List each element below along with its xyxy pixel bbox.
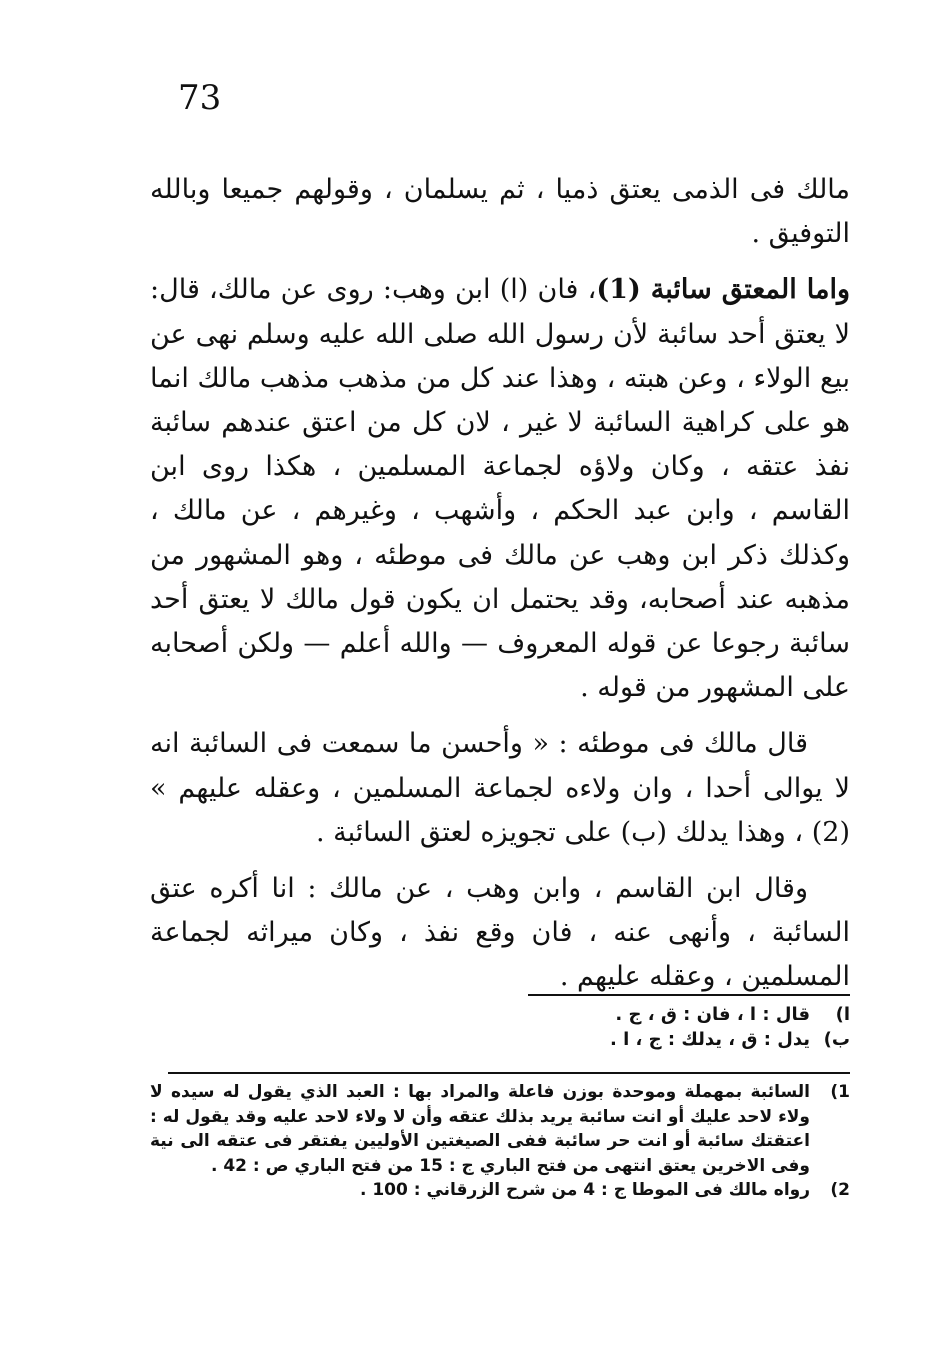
main-text	[150, 168, 850, 1012]
variant-note	[150, 1002, 850, 1027]
variant-note-text: يدل : ق ، يدلك : ج ، ا .	[610, 1029, 810, 1050]
footnote-marker: 1)	[830, 1082, 850, 1102]
paragraph-2-lead-rest: ، فان (ا) ابن وهب: روى عن مالك، قال:	[150, 274, 597, 306]
footnote-divider-2	[168, 1072, 850, 1074]
paragraph-2-body: لا يعتق أحد سائبة لأن رسول الله صلى الله عليه وسلم نهى عن بيع الولاء ، وعن هبته ، وهذا عند كل من مذهب مذهب مالك انما هو على كراهية السائبة لا غير ، لان كل من اعتق عندهم سائبة نفذ عتقه ، وكان ولاؤه لجماعة المسلمين ، هكذا روى ابن القاسم ، وابن عبد الحكم ، وأشهب ، وغيرهم ، عن مالك ، وكذلك ذكر ابن وهب عن مالك فى موطئه ، وهو المشهور من مذهبه عند أصحابه، وقد يحتمل ان يكون قول مالك لا يعتق أحد سائبة رجوعا عن قوله المعروف — والله أعلم — ولكن أصحابه على المشهور من قوله .	[150, 318, 850, 704]
footnotes	[150, 1080, 850, 1203]
footnote-text: رواه مالك فى الموطا ج : 4 من شرح الزرقاني : 100 .	[359, 1180, 810, 1201]
footnote	[150, 1080, 850, 1178]
footnote-text: السائبة بمهملة وموحدة بوزن فاعلة والمراد بها : العبد الذي يقول له سيده لا ولاء لاحد عليك أو انت سائبة يريد بذلك عتقه وأن لا ولاء لاحد عليه وقد يقول له : اعتقتك سائبة أو انت حر سائبة ففى الصيغتين الأوليين يفتقر فى عتقه الى نية وفى الاخرين يعتق انتهى من فتح الباري ج : 15 من فتح الباري ص : 42 .	[150, 1082, 810, 1176]
variant-note-marker: ا)	[835, 1004, 850, 1025]
variant-notes	[150, 1002, 850, 1052]
variant-note	[150, 1027, 850, 1052]
page-number: 73	[178, 78, 222, 118]
paragraph-2	[150, 268, 850, 710]
paragraph-4: وقال ابن القاسم ، وابن وهب ، عن مالك : انا أكره عتق السائبة ، وأنهى عنه ، فان وقع نفذ ، وكان ميراثه لجماعة المسلمين ، وعقله عليهم .	[150, 873, 850, 993]
footnote	[150, 1178, 850, 1203]
paragraph-2-lead: واما المعتق سائبة (1)	[596, 274, 851, 306]
variant-note-marker: ب)	[823, 1029, 850, 1050]
footnote-marker: 2)	[830, 1180, 850, 1201]
variant-note-text: قال : ا ، فان : ق ، ج .	[615, 1004, 810, 1025]
footnote-divider	[528, 994, 850, 996]
paragraph-3: قال مالك فى موطئه : « وأحسن ما سمعت فى السائبة انه لا يوالى أحدا ، وان ولاءه لجماعة المسلمين ، وعقله عليهم » (2) ، وهذا يدلك (ب) على تجويزه لعتق السائبة .	[150, 728, 850, 848]
paragraph-1: مالك فى الذمى يعتق ذميا ، ثم يسلمان ، وقولهم جميعا وبالله التوفيق .	[150, 174, 850, 250]
